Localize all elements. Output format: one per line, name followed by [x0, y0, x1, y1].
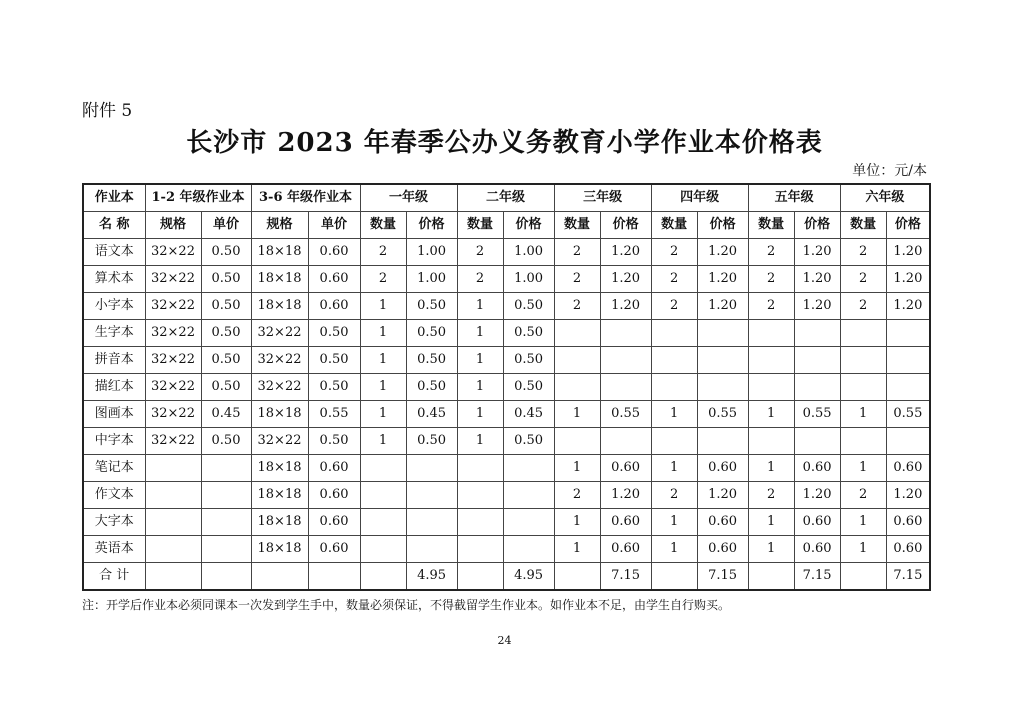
table-cell — [840, 428, 886, 455]
table-cell: 1 — [840, 509, 886, 536]
table-cell — [145, 455, 201, 482]
table-cell — [360, 482, 406, 509]
row-label: 描红本 — [83, 374, 145, 401]
table-cell: 32×22 — [145, 347, 201, 374]
header-row-groups — [83, 184, 930, 212]
table-cell — [794, 347, 840, 374]
table-cell: 1 — [360, 320, 406, 347]
table-cell: 1 — [840, 455, 886, 482]
table-cell — [697, 320, 748, 347]
table-cell — [145, 509, 201, 536]
table-cell — [651, 347, 697, 374]
table-cell: 1.00 — [503, 266, 554, 293]
table-cell: 0.50 — [201, 347, 251, 374]
table-cell: 18×18 — [251, 482, 308, 509]
footnote: 注：开学后作业本必须同课本一次发到学生手中，数量必须保证，不得截留学生作业本。如作业本不足，由学生自行购买。 — [82, 598, 731, 612]
table-cell: 0.60 — [600, 455, 651, 482]
table-cell: 2 — [554, 293, 600, 320]
table-body — [83, 239, 930, 591]
sub-header: 价格 — [503, 212, 554, 239]
table-row — [83, 455, 930, 482]
sub-header: 规格 — [251, 212, 308, 239]
sub-header: 规格 — [145, 212, 201, 239]
table-cell: 1.20 — [600, 482, 651, 509]
table-cell — [457, 455, 503, 482]
table-cell: 2 — [748, 239, 794, 266]
table-row — [83, 293, 930, 320]
row-label: 合 计 — [83, 563, 145, 591]
table-cell — [503, 509, 554, 536]
table-cell — [145, 536, 201, 563]
group-header: 四年级 — [651, 184, 748, 212]
table-cell — [457, 482, 503, 509]
table-cell: 1.20 — [794, 266, 840, 293]
header-row-sub — [83, 212, 930, 239]
table-cell: 0.60 — [794, 455, 840, 482]
table-cell — [457, 536, 503, 563]
table-cell — [748, 347, 794, 374]
table-cell: 0.50 — [201, 374, 251, 401]
table-cell: 0.60 — [308, 482, 360, 509]
table-cell: 32×22 — [145, 428, 201, 455]
table-cell: 4.95 — [503, 563, 554, 591]
table-cell: 32×22 — [251, 374, 308, 401]
table-cell: 7.15 — [886, 563, 930, 591]
table-cell: 1 — [554, 401, 600, 428]
table-cell: 0.60 — [308, 266, 360, 293]
table-cell — [600, 428, 651, 455]
table-cell: 0.60 — [308, 293, 360, 320]
table-cell: 1 — [651, 401, 697, 428]
table-cell — [503, 482, 554, 509]
table-row — [83, 509, 930, 536]
table-cell: 0.50 — [201, 320, 251, 347]
table-cell — [554, 374, 600, 401]
table-cell: 2 — [840, 482, 886, 509]
table-cell: 2 — [840, 266, 886, 293]
table-cell: 32×22 — [251, 347, 308, 374]
table-cell: 0.50 — [308, 374, 360, 401]
table-cell: 32×22 — [145, 293, 201, 320]
table-cell: 2 — [651, 293, 697, 320]
table-cell: 1 — [651, 455, 697, 482]
table-cell — [406, 509, 457, 536]
total-row — [83, 563, 930, 591]
table-cell: 0.55 — [697, 401, 748, 428]
table-cell — [840, 563, 886, 591]
table-cell: 2 — [554, 239, 600, 266]
table-cell: 1 — [748, 536, 794, 563]
sub-header: 价格 — [697, 212, 748, 239]
table-cell: 0.60 — [886, 509, 930, 536]
table-cell: 0.50 — [201, 266, 251, 293]
table-cell: 0.60 — [308, 455, 360, 482]
table-cell: 0.60 — [308, 239, 360, 266]
table-cell: 2 — [554, 482, 600, 509]
table-cell: 18×18 — [251, 239, 308, 266]
table-cell — [794, 428, 840, 455]
table-cell: 1.20 — [794, 482, 840, 509]
sub-header: 数量 — [840, 212, 886, 239]
table-cell — [251, 563, 308, 591]
table-cell: 2 — [651, 482, 697, 509]
table-cell — [360, 455, 406, 482]
table-row — [83, 320, 930, 347]
row-label: 作文本 — [83, 482, 145, 509]
sub-header: 价格 — [600, 212, 651, 239]
table-row — [83, 266, 930, 293]
row-label: 笔记本 — [83, 455, 145, 482]
table-cell: 0.45 — [503, 401, 554, 428]
table-cell — [201, 563, 251, 591]
table-cell: 1.20 — [600, 266, 651, 293]
table-cell — [748, 374, 794, 401]
table-cell: 1 — [360, 401, 406, 428]
table-cell: 32×22 — [145, 401, 201, 428]
table-cell: 1 — [651, 536, 697, 563]
table-cell: 0.55 — [886, 401, 930, 428]
table-cell: 0.50 — [406, 374, 457, 401]
table-cell: 0.60 — [697, 455, 748, 482]
sub-header: 价格 — [406, 212, 457, 239]
table-cell: 1.20 — [697, 239, 748, 266]
table-cell — [201, 536, 251, 563]
table-cell: 2 — [360, 266, 406, 293]
table-cell: 1.20 — [886, 482, 930, 509]
table-cell: 7.15 — [794, 563, 840, 591]
row-label: 拼音本 — [83, 347, 145, 374]
table-cell — [457, 509, 503, 536]
table-cell: 1 — [457, 320, 503, 347]
group-header: 3-6 年级作业本 — [251, 184, 360, 212]
table-cell: 18×18 — [251, 266, 308, 293]
sub-header: 数量 — [457, 212, 503, 239]
table-cell: 1 — [360, 428, 406, 455]
table-cell — [886, 428, 930, 455]
table-cell: 1.20 — [794, 239, 840, 266]
table-cell — [794, 320, 840, 347]
table-row — [83, 482, 930, 509]
table-cell: 1 — [457, 374, 503, 401]
table-cell: 1 — [840, 401, 886, 428]
table-cell: 32×22 — [251, 428, 308, 455]
table-cell: 0.60 — [308, 509, 360, 536]
table-cell — [201, 509, 251, 536]
table-cell: 7.15 — [600, 563, 651, 591]
table-cell: 0.60 — [886, 536, 930, 563]
table-cell: 1.00 — [503, 239, 554, 266]
table-cell: 0.55 — [794, 401, 840, 428]
table-cell: 1.20 — [697, 266, 748, 293]
table-cell — [697, 347, 748, 374]
table-cell — [886, 347, 930, 374]
table-cell: 1.20 — [697, 293, 748, 320]
row-label: 生字本 — [83, 320, 145, 347]
sub-header: 价格 — [794, 212, 840, 239]
table-cell: 32×22 — [145, 374, 201, 401]
table-cell: 0.50 — [308, 347, 360, 374]
table-cell: 0.60 — [697, 536, 748, 563]
table-cell — [201, 455, 251, 482]
table-cell: 1 — [748, 455, 794, 482]
table-cell: 1.20 — [697, 482, 748, 509]
page-number: 24 — [497, 634, 512, 647]
table-cell: 2 — [748, 266, 794, 293]
table-cell: 1.20 — [600, 293, 651, 320]
group-header: 1-2 年级作业本 — [145, 184, 251, 212]
table-cell: 1 — [840, 536, 886, 563]
table-cell — [503, 536, 554, 563]
table-cell: 1.00 — [406, 239, 457, 266]
table-cell — [145, 482, 201, 509]
group-header: 三年级 — [554, 184, 651, 212]
table-cell: 1 — [554, 536, 600, 563]
table-cell: 0.60 — [600, 509, 651, 536]
table-cell: 0.50 — [406, 428, 457, 455]
table-cell — [554, 320, 600, 347]
table-cell: 0.50 — [503, 428, 554, 455]
table-cell: 18×18 — [251, 293, 308, 320]
row-label: 大字本 — [83, 509, 145, 536]
table-cell — [406, 455, 457, 482]
table-cell — [503, 455, 554, 482]
table-cell: 7.15 — [697, 563, 748, 591]
table-cell — [457, 563, 503, 591]
table-cell: 0.60 — [794, 509, 840, 536]
table-row — [83, 536, 930, 563]
table-cell: 32×22 — [145, 239, 201, 266]
table-cell — [554, 428, 600, 455]
row-label: 语文本 — [83, 239, 145, 266]
table-row — [83, 347, 930, 374]
table-cell — [145, 563, 201, 591]
page-title: 长沙市 2023 年春季公办义务教育小学作业本价格表 — [186, 128, 823, 158]
table-cell: 1 — [360, 293, 406, 320]
table-cell: 32×22 — [145, 320, 201, 347]
table-cell: 2 — [651, 239, 697, 266]
table-cell — [554, 347, 600, 374]
table-cell: 1.20 — [794, 293, 840, 320]
table-cell — [840, 374, 886, 401]
sub-header: 价格 — [886, 212, 930, 239]
table-cell: 1 — [360, 374, 406, 401]
table-cell: 0.50 — [503, 320, 554, 347]
table-cell: 0.50 — [503, 293, 554, 320]
price-table — [82, 183, 931, 591]
table-cell: 0.55 — [600, 401, 651, 428]
table-cell: 1 — [457, 293, 503, 320]
table-cell: 32×22 — [145, 266, 201, 293]
table-cell: 2 — [748, 482, 794, 509]
table-cell: 1 — [360, 347, 406, 374]
table-row — [83, 428, 930, 455]
table-cell — [406, 536, 457, 563]
table-cell — [600, 347, 651, 374]
sub-header: 单价 — [201, 212, 251, 239]
table-cell: 2 — [457, 266, 503, 293]
row-label: 中字本 — [83, 428, 145, 455]
row-label: 图画本 — [83, 401, 145, 428]
table-cell: 1 — [554, 455, 600, 482]
table-cell: 0.60 — [308, 536, 360, 563]
table-cell: 1.20 — [886, 239, 930, 266]
table-cell: 0.50 — [503, 347, 554, 374]
table-cell: 1.00 — [406, 266, 457, 293]
table-row — [83, 239, 930, 266]
table-cell: 0.50 — [201, 293, 251, 320]
table-cell — [360, 536, 406, 563]
table-cell: 0.45 — [406, 401, 457, 428]
table-cell: 2 — [651, 266, 697, 293]
table-cell: 1 — [651, 509, 697, 536]
table-cell: 1 — [457, 428, 503, 455]
table-cell — [651, 428, 697, 455]
table-cell: 0.45 — [201, 401, 251, 428]
table-cell — [794, 374, 840, 401]
table-cell: 0.50 — [406, 320, 457, 347]
group-header: 六年级 — [840, 184, 930, 212]
group-header: 五年级 — [748, 184, 840, 212]
corner-header-top: 作业本 — [83, 184, 145, 212]
table-cell — [651, 374, 697, 401]
table-cell — [651, 563, 697, 591]
table-cell — [840, 320, 886, 347]
table-cell — [748, 428, 794, 455]
table-cell — [360, 509, 406, 536]
corner-header-bottom: 名 称 — [83, 212, 145, 239]
row-label: 小字本 — [83, 293, 145, 320]
table-cell — [201, 482, 251, 509]
table-cell: 1 — [457, 401, 503, 428]
table-cell — [406, 482, 457, 509]
table-row — [83, 401, 930, 428]
table-cell: 0.60 — [697, 509, 748, 536]
table-cell: 2 — [840, 239, 886, 266]
table-cell: 18×18 — [251, 455, 308, 482]
table-cell — [748, 563, 794, 591]
table-cell — [886, 320, 930, 347]
sub-header: 数量 — [748, 212, 794, 239]
row-label: 英语本 — [83, 536, 145, 563]
sub-header: 数量 — [651, 212, 697, 239]
attachment-label: 附件 5 — [82, 101, 133, 121]
group-header: 二年级 — [457, 184, 554, 212]
table-cell: 0.60 — [600, 536, 651, 563]
table-cell: 2 — [554, 266, 600, 293]
sub-header: 数量 — [360, 212, 406, 239]
table-cell — [697, 428, 748, 455]
table-cell — [697, 374, 748, 401]
table-cell: 0.50 — [201, 428, 251, 455]
table-cell — [360, 563, 406, 591]
table-cell: 0.55 — [308, 401, 360, 428]
table-cell: 0.50 — [308, 428, 360, 455]
table-cell: 1 — [457, 347, 503, 374]
table-cell: 0.50 — [406, 347, 457, 374]
table-cell — [600, 320, 651, 347]
table-cell: 0.50 — [308, 320, 360, 347]
table-cell: 1 — [554, 509, 600, 536]
sub-header: 单价 — [308, 212, 360, 239]
table-cell: 0.60 — [794, 536, 840, 563]
table-cell — [600, 374, 651, 401]
unit-label: 单位：元/本 — [852, 163, 927, 179]
table-row — [83, 374, 930, 401]
table-cell: 1.20 — [886, 293, 930, 320]
table-cell: 0.60 — [886, 455, 930, 482]
table-cell — [748, 320, 794, 347]
table-cell: 2 — [748, 293, 794, 320]
table-cell: 18×18 — [251, 536, 308, 563]
sub-header: 数量 — [554, 212, 600, 239]
table-cell: 1 — [748, 401, 794, 428]
table-cell: 2 — [457, 239, 503, 266]
table-cell: 1.20 — [886, 266, 930, 293]
table-cell — [886, 374, 930, 401]
table-cell: 0.50 — [503, 374, 554, 401]
table-cell: 32×22 — [251, 320, 308, 347]
table-cell — [554, 563, 600, 591]
table-cell: 18×18 — [251, 509, 308, 536]
table-cell: 1.20 — [600, 239, 651, 266]
table-cell: 0.50 — [201, 239, 251, 266]
table-cell: 18×18 — [251, 401, 308, 428]
table-cell: 0.50 — [406, 293, 457, 320]
table-cell: 4.95 — [406, 563, 457, 591]
row-label: 算术本 — [83, 266, 145, 293]
table-cell: 1 — [748, 509, 794, 536]
table-cell — [840, 347, 886, 374]
table-cell — [651, 320, 697, 347]
group-header: 一年级 — [360, 184, 457, 212]
table-cell — [308, 563, 360, 591]
table-cell: 2 — [360, 239, 406, 266]
table-cell: 2 — [840, 293, 886, 320]
